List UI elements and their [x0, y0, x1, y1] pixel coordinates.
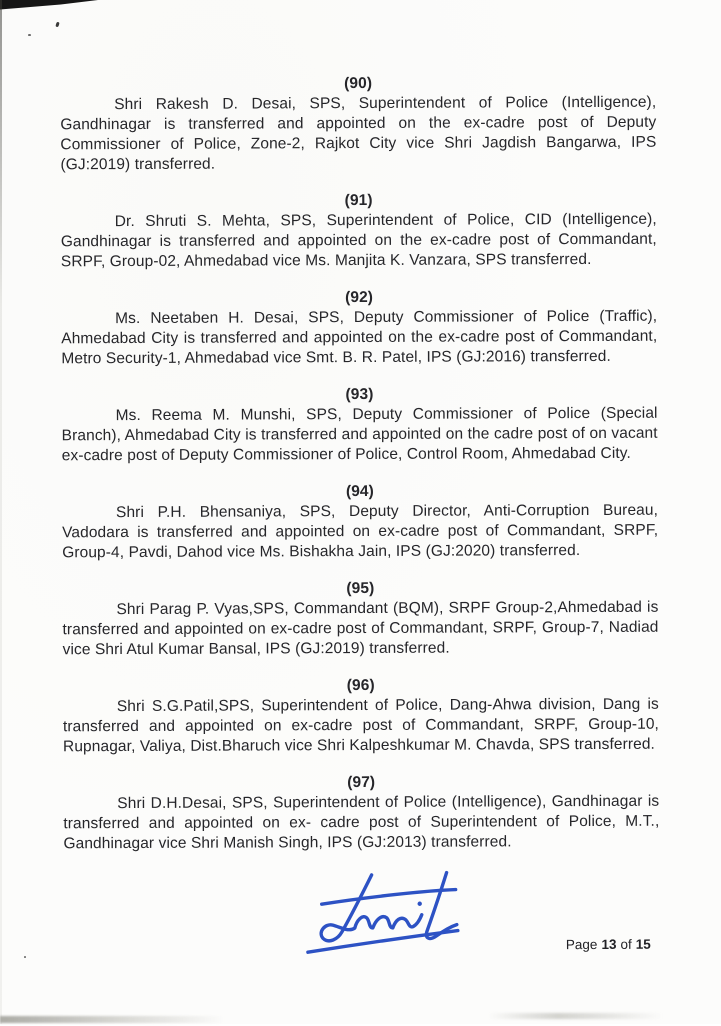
paragraph-number: (94): [345, 482, 374, 501]
paragraph-text: Shri D.H.Desai, SPS, Superintendent of Police (Intelligence), Gandhinagar is transferred and appointed on ex- cadre post of Superintendent of Police, M.T., Gandhinagar vice Shri Manish Singh, IPS (GJ:2013) transferred.: [63, 792, 660, 853]
paragraph-text: Shri Parag P. Vyas,SPS, Commandant (BQM), SRPF Group-2,Ahmedabad is transferred and appointed on ex-cadre post of Commandant, SRPF, Group-7, Nadiad vice Shri Atul Kumar Bansal, IPS (GJ:2019) transferred.: [62, 598, 659, 659]
paragraph-text: Shri P.H. Bhensaniya, SPS, Deputy Director, Anti-Corruption Bureau, Vadodara is transferred and appointed on ex-cadre post of Commandant, SRPF, Group-4, Pavdi, Dahod vice Ms. Bishakha Jain, IPS (GJ:2020) transferred.: [62, 501, 659, 562]
transfer-order-item: [63, 675, 659, 758]
paragraph-number: (93): [345, 385, 374, 404]
scan-artifact-speck: [24, 956, 26, 958]
footer-label-of: of: [620, 936, 632, 952]
transfer-order-item: [60, 73, 656, 176]
transfer-order-item: [62, 578, 658, 661]
transfer-order-item: [62, 481, 658, 564]
paragraph-number: (92): [345, 288, 374, 307]
paragraph-text: Dr. Shruti S. Mehta, SPS, Superintendent of Police, CID (Intelligence), Gandhinagar is transferred and appointed on the ex-cadre post of Commandant, SRPF, Group-02, Ahmedabad vice Ms. Manjita K. Vanzara, SPS transferred.: [60, 210, 657, 271]
scan-artifact-left-edge: [0, 0, 2, 1024]
handwritten-signature-icon: [298, 868, 463, 961]
paragraph-number: (96): [346, 676, 375, 695]
paragraph-text: Ms. Reema M. Munshi, SPS, Deputy Commissioner of Police (Special Branch), Ahmedabad City is transferred and appointed on the cadre post of on vacant ex-cadre post of Deputy Commissioner of Police, Control Room, Ahmedabad City.: [61, 404, 658, 465]
scan-artifact-bottom-smudge: [488, 1013, 663, 1019]
footer-current-page: 13: [601, 936, 617, 952]
paragraph-text: Ms. Neetaben H. Desai, SPS, Deputy Commissioner of Police (Traffic), Ahmedabad City is transferred and appointed on the ex-cadre post of Commandant, Metro Security-1, Ahmedabad vice Smt. B. R. Patel, IPS (GJ:2016) transferred.: [61, 307, 658, 368]
footer-label-page: Page: [565, 936, 598, 953]
paragraph-number: (95): [346, 579, 375, 598]
transfer-order-item: [61, 384, 657, 467]
order-paragraph-list: [60, 73, 659, 872]
transfer-order-item: [61, 287, 657, 370]
footer-total-pages: 15: [635, 936, 651, 952]
paragraph-number: (90): [344, 74, 373, 93]
paragraph-number: (97): [347, 773, 376, 792]
page-footer: [566, 937, 651, 952]
scan-artifact-speck: [28, 34, 31, 36]
transfer-order-item: [61, 190, 657, 273]
scan-artifact-bottom-smudge: [0, 1016, 225, 1023]
paragraph-text: Shri S.G.Patil,SPS, Superintendent of Police, Dang-Ahwa division, Dang is transferred and appointed on ex-cadre post of Commandant, SRPF, Group-10, Rupnagar, Valiya, Dist.Bharuch vice Shri Kalpeshkumar M. Chavda, SPS transferred.: [62, 695, 659, 756]
signature: [298, 868, 463, 961]
paragraph-text: Shri Rakesh D. Desai, SPS, Superintendent of Police (Intelligence), Gandhinagar is transferred and appointed on the ex-cadre post of Deputy Commissioner of Police, Zone-2, Rajkot City vice Shri Jagdish Bangarwa, IPS (GJ:2019) transferred.: [60, 93, 657, 174]
transfer-order-item: [63, 772, 659, 855]
paragraph-number: (91): [344, 191, 373, 210]
